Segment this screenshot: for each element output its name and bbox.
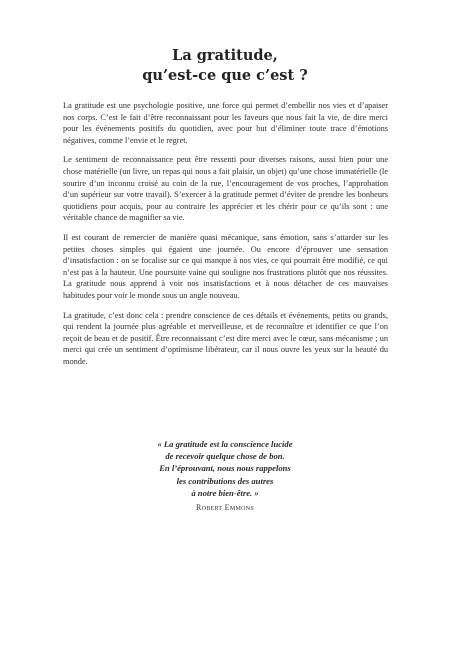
article-body — [63, 100, 388, 375]
paragraph-4: La gratitude, c’est donc cela : prendre conscience de ces détails et événements, petits ou grands, qui rendent la journée plus agréable et merveilleuse, et de reconnaître et identifier ce que l’on reçoit de beau et de positif. Être reconnaissant c’est dire merci avec le cœur, sans mécanisme ; un merci qui crée un sentiment d’optimisme libérateur, car il nous ouvre les yeux sur la beauté du monde. — [63, 310, 388, 366]
quote-line-3: En l’éprouvant, nous nous rappelons — [159, 463, 291, 474]
paragraph-1: La gratitude est une psychologie positive, une force qui permet d’embellir nos vies et d’apaiser nos corps. C’est le fait d’être reconnaissant pour les faveurs que nous fait la vie, de dire merci pour les événements positifs du quotidien, avec pour but d’éliminer toute trace d’émotions négatives, comme l’envie et le regret. — [63, 101, 388, 145]
title-line-1: La gratitude, — [172, 47, 278, 64]
quote-line-2: de recevoir quelque chose de bon. — [165, 451, 285, 462]
page-title — [0, 46, 450, 86]
pull-quote — [0, 438, 450, 499]
quote-line-4: les contributions des autres — [176, 475, 274, 486]
paragraph-2: Le sentiment de reconnaissance peut être ressenti pour diverses raisons, aussi bien pour une chose matérielle (un livre, un repas qui nous a fait plaisir, un objet) qu’une chose immatérielle (le sourire d’un inconnu croisé au coin de la rue, l’encouragement de vos proches, l’approbation d’un supérieur sur votre travail). S’exercer à la gratitude permet d’éviter de prendre les bonheurs quotidiens pour acquis, pour au contraire les apprécier et les chérir pour ce qu’ils sont : une véritable chance de magnifier sa vie. — [63, 155, 388, 223]
paragraph-3: Il est courant de remercier de manière quasi mécanique, sans émotion, sans s’attarder sur les petites choses simples qui égaient une journée. Ou encore d’éprouver une sensation d’insatisfaction : on se focalise sur ce qui manque à nos vies, ce qui pourrait être modifié, ce qui n’est pas à la hauteur. Une poursuite vaine qui souligne nos frustrations plutôt que nos réussites. La gratitude nous apprend à voir nos insatisfactions et à nous détacher de ces mauvaises habitudes pour voir le monde sous un angle nouveau. — [63, 232, 388, 300]
quote-line-5: à notre bien-être. » — [191, 487, 259, 498]
quote-author: Robert Emmons — [195, 503, 255, 512]
quote-line-1: « La gratitude est la conscience lucide — [157, 439, 293, 449]
title-line-2: qu’est-ce que c’est ? — [142, 67, 308, 84]
